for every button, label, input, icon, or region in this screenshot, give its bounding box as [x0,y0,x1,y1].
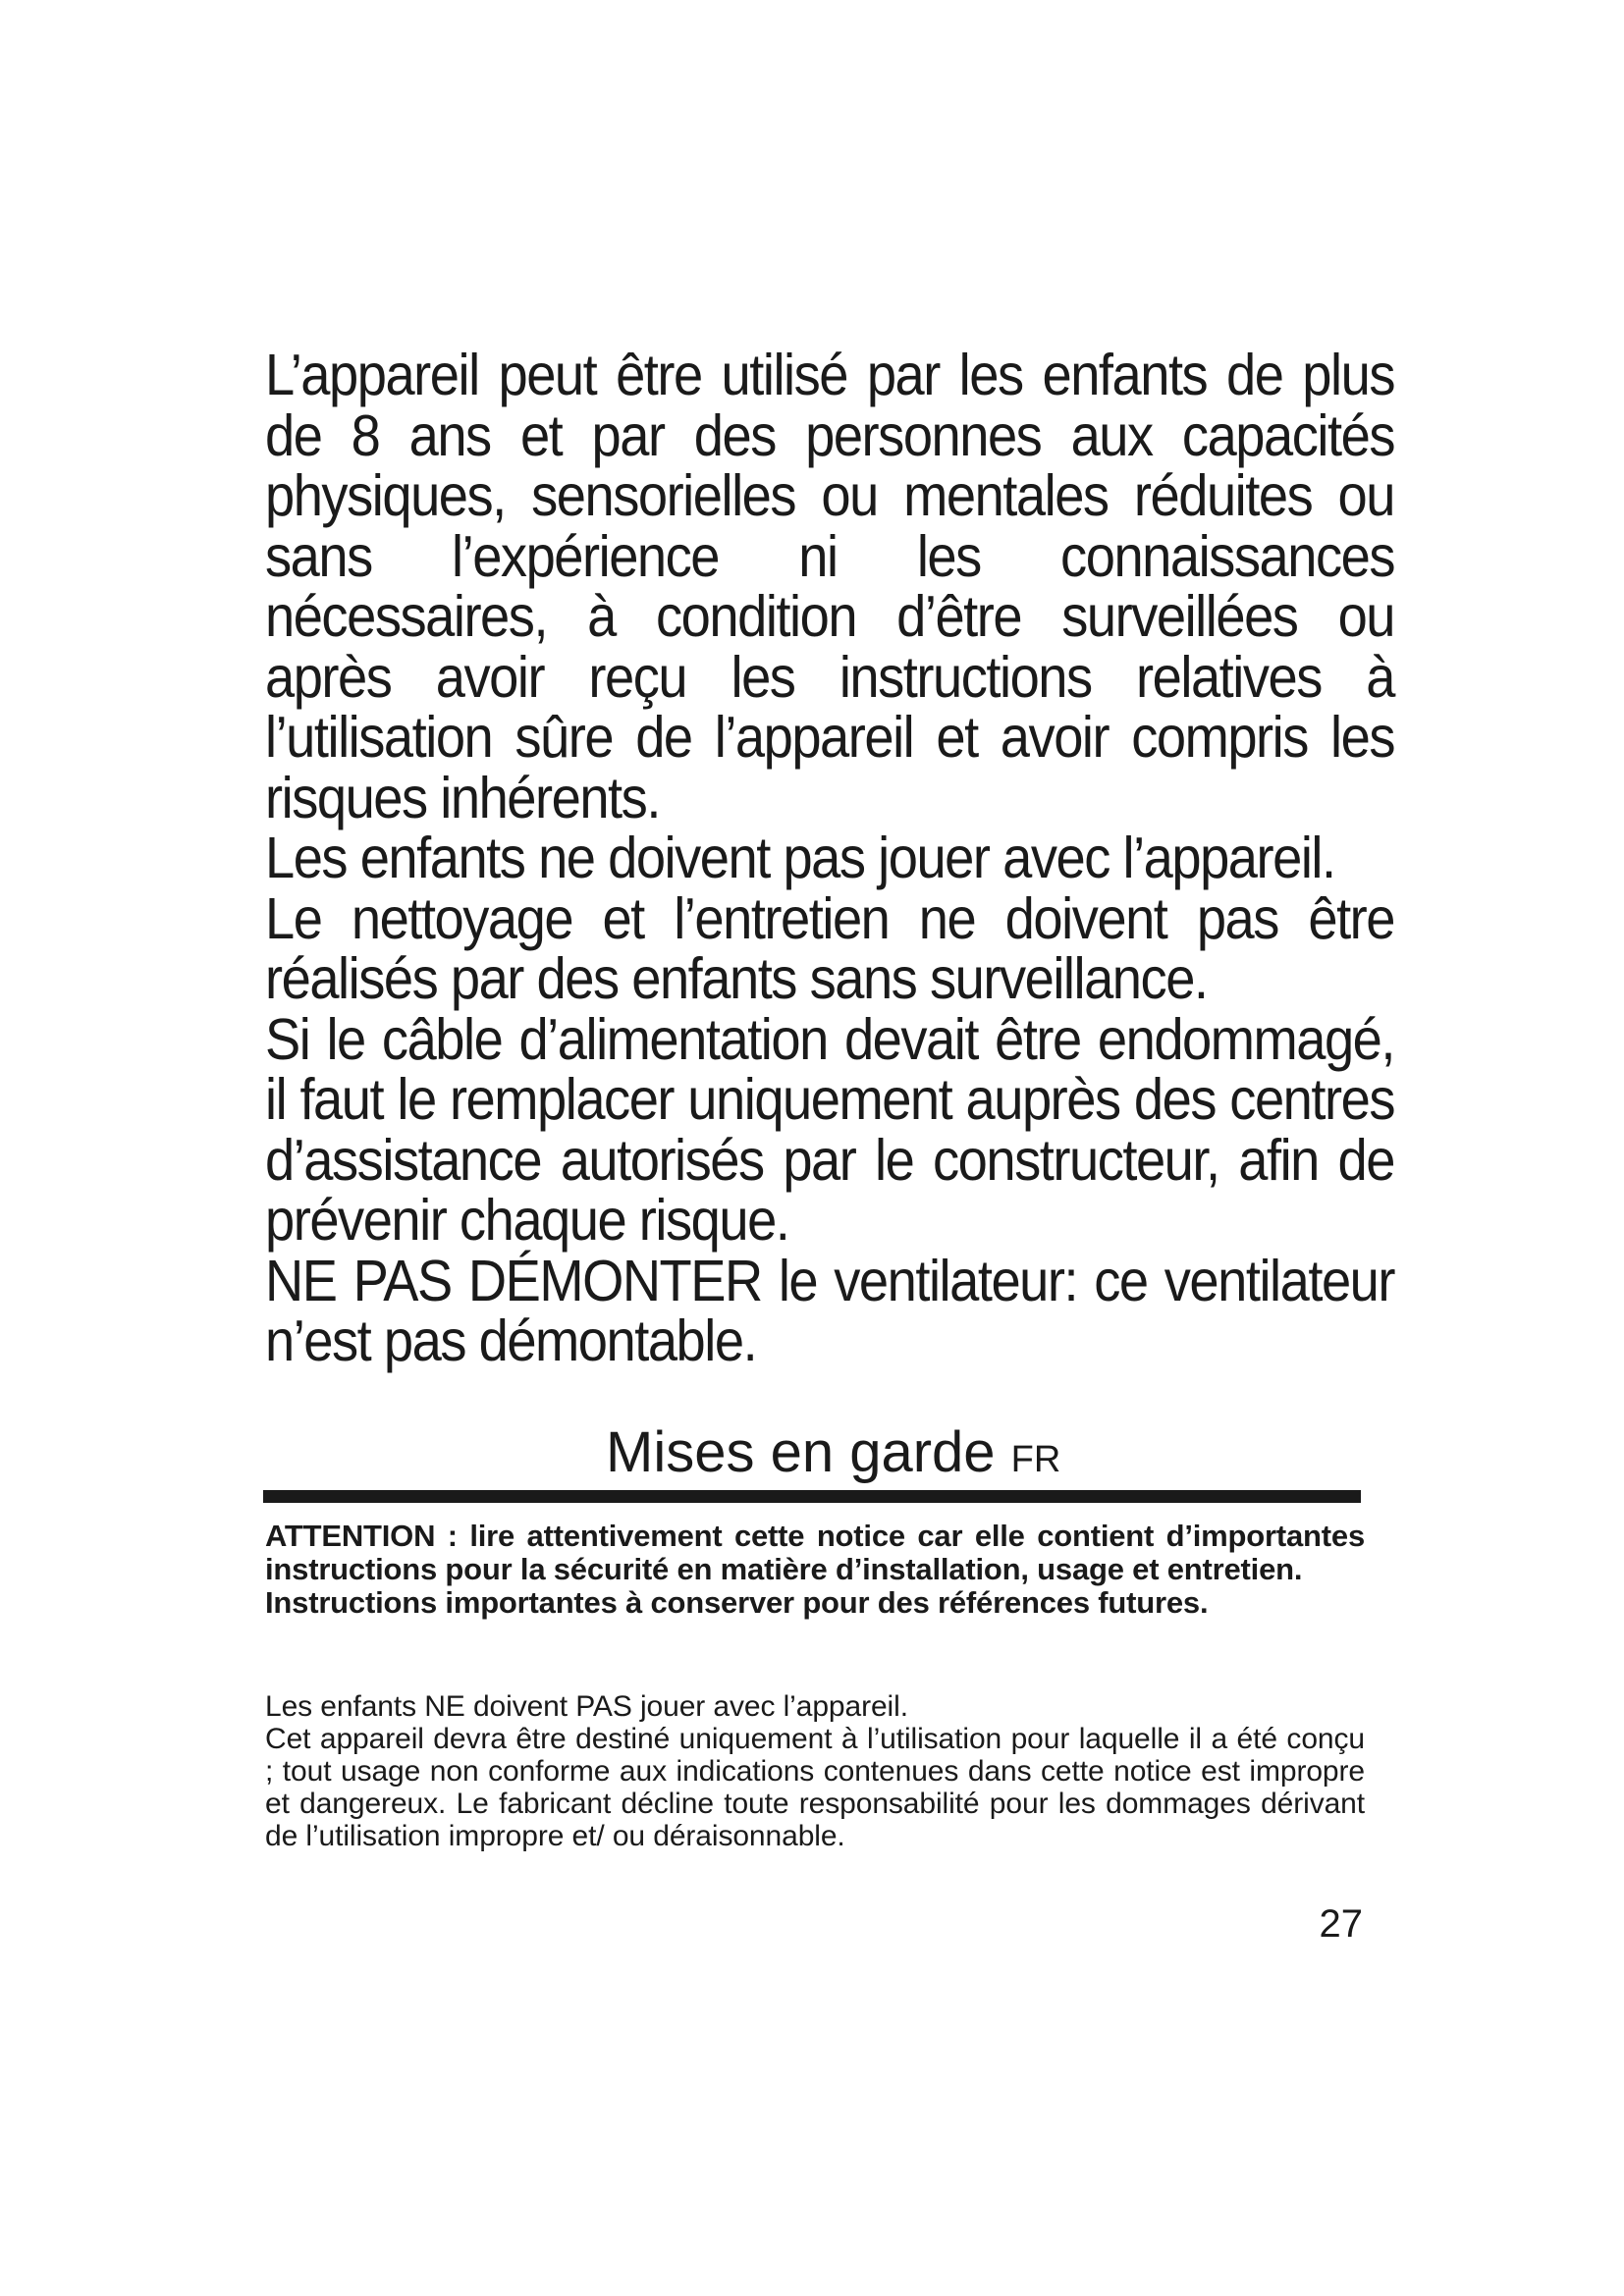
paragraph-cleaning: Le nettoyage et l’entretien ne doivent pas être réalisés par des enfants sans surveillance. [265,885,1394,1011]
page-number: 27 [1319,1902,1363,1946]
language-code: FR [1010,1439,1061,1480]
no-disassemble-emphasis: NE PAS DÉMONTER [265,1248,762,1313]
paragraph-no-disassemble [265,1248,1394,1373]
attention-block [265,1520,1365,1620]
keep-instructions-text: Instructions importantes à conserver pour des références futures. [265,1585,1209,1620]
section-title [606,1421,1060,1491]
main-text-block [265,343,1394,1373]
attention-text: ATTENTION : lire attentivement cette notice car elle contient d’importantes instructions pour la sécurité en matière d’installation, usage et entretien. [265,1519,1365,1586]
section-divider [263,1490,1361,1503]
paragraph-usage-conditions: L’appareil peut être utilisé par les enfants de plus de 8 ans et par des personnes aux capacités physiques, sensorielles ou mentales réduites ou sans l’expérience ni les connaissances nécessaires, à condition d’être surveillées ou après avoir reçu les instructions relatives à l’utilisation sûre de l’appareil et avoir compris les risques inhérents. [265,343,1394,830]
notice-block [265,1690,1365,1852]
paragraph-power-cable: Si le câble d’alimentation devait être endommagé, il faut le remplacer uniquement auprès des centres d’assistance autorisés par le constructeur, afin de prévenir chaque risque. [265,1006,1394,1253]
no-disassemble-text: le ventilateur: ce ventilateur n’est pas démontable. [265,1248,1394,1373]
paragraph-children-play: Les enfants ne doivent pas jouer avec l’appareil. [265,826,1335,890]
section-title-text: Mises en garde [606,1420,996,1484]
children-notice: Les enfants NE doivent PAS jouer avec l’appareil. [265,1690,908,1723]
usage-notice: Cet appareil devra être destiné uniquement à l’utilisation pour laquelle il a été conçu ; tout usage non conforme aux indications contenues dans cette notice est impropre et dangereux. Le fabricant décline toute responsabilité pour les dommages dérivant de l’utilisation impropre et/ ou déraisonnable. [265,1723,1365,1852]
